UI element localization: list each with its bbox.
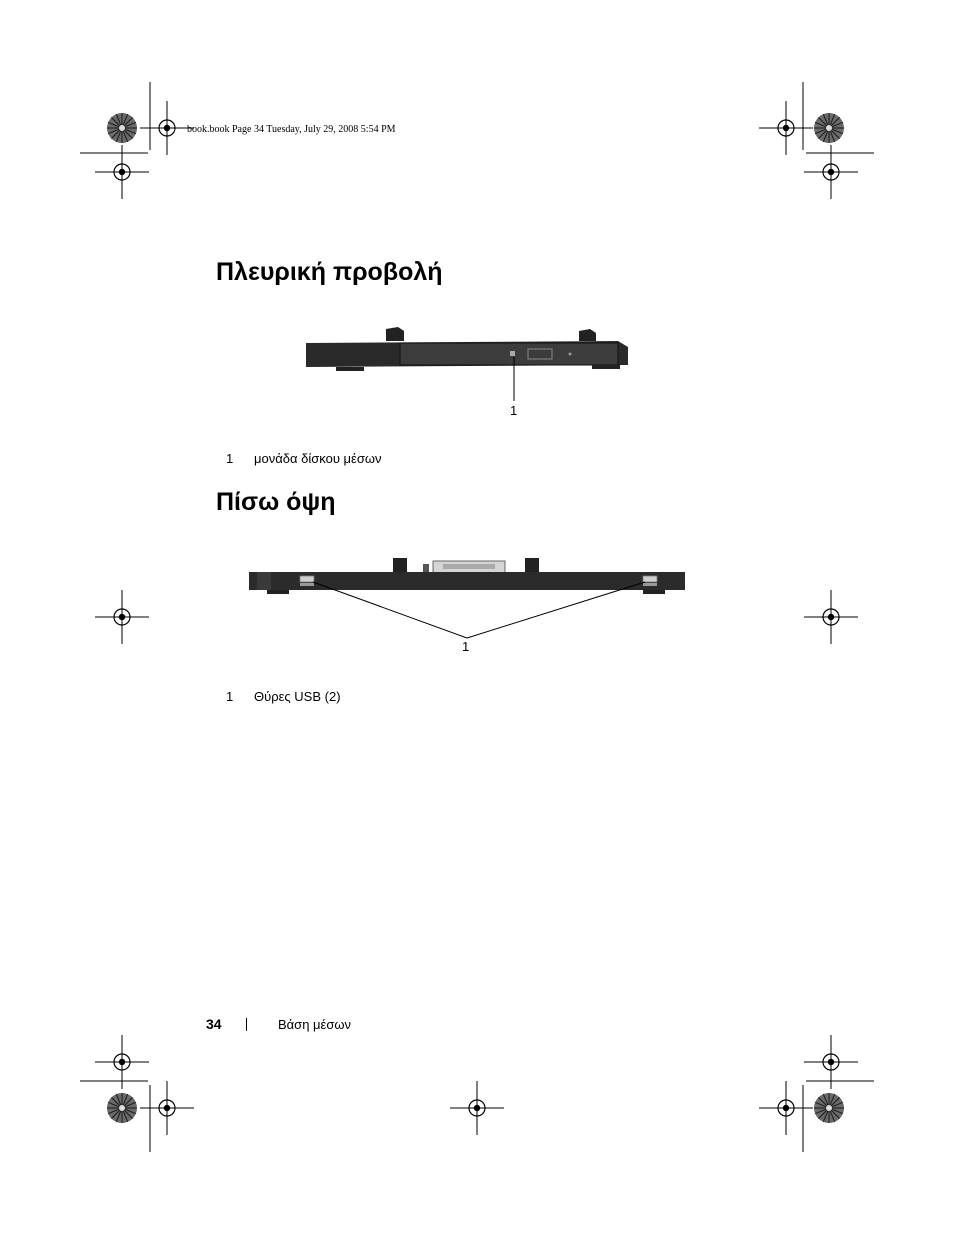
usb-port bbox=[300, 583, 314, 586]
back-view-callout: 1 bbox=[462, 639, 470, 654]
registration-mark bbox=[759, 1081, 813, 1135]
footer-divider bbox=[246, 1018, 247, 1031]
latch bbox=[393, 558, 407, 572]
legend-item-text: μονάδα δίσκου μέσων bbox=[254, 451, 382, 466]
latch bbox=[525, 558, 539, 572]
dock-end-cap bbox=[257, 572, 271, 590]
foot bbox=[592, 365, 620, 369]
registration-mark bbox=[140, 1081, 194, 1135]
registration-mark bbox=[450, 1081, 504, 1135]
foot bbox=[267, 590, 289, 594]
registration-mark bbox=[95, 590, 149, 644]
registration-mark bbox=[804, 590, 858, 644]
side-view-heading: Πλευρική προβολή bbox=[216, 258, 443, 286]
connector-post bbox=[423, 564, 429, 572]
latch bbox=[579, 329, 596, 341]
callout-leader bbox=[313, 582, 467, 638]
emergency-eject-hole bbox=[569, 353, 572, 356]
color-star-target bbox=[107, 113, 137, 143]
back-view-illustration bbox=[245, 552, 690, 652]
drive-led bbox=[510, 351, 515, 356]
legend-item-number: 1 bbox=[226, 689, 234, 704]
color-star-target bbox=[814, 1093, 844, 1123]
print-slug: book.book Page 34 Tuesday, July 29, 2008 5:54 PM bbox=[187, 124, 396, 135]
foot bbox=[643, 590, 665, 594]
color-star-target bbox=[814, 113, 844, 143]
latch bbox=[386, 327, 404, 341]
back-view-heading: Πίσω όψη bbox=[216, 488, 336, 516]
side-view-callout: 1 bbox=[510, 403, 518, 418]
footer-section-title: Βάση μέσων bbox=[278, 1017, 352, 1032]
color-star-target bbox=[107, 1093, 137, 1123]
foot bbox=[336, 367, 364, 371]
registration-mark bbox=[140, 101, 194, 155]
side-view-illustration bbox=[300, 325, 640, 425]
legend-item-text: Θύρες USB (2) bbox=[254, 689, 341, 704]
usb-port bbox=[643, 583, 657, 586]
docking-connector-pins bbox=[443, 564, 495, 569]
callout-leader bbox=[467, 582, 645, 638]
media-drive bbox=[400, 343, 618, 365]
usb-port bbox=[643, 576, 657, 582]
legend-item-number: 1 bbox=[226, 451, 234, 466]
registration-mark bbox=[759, 101, 813, 155]
usb-port bbox=[300, 576, 314, 582]
page-number: 34 bbox=[206, 1016, 222, 1032]
